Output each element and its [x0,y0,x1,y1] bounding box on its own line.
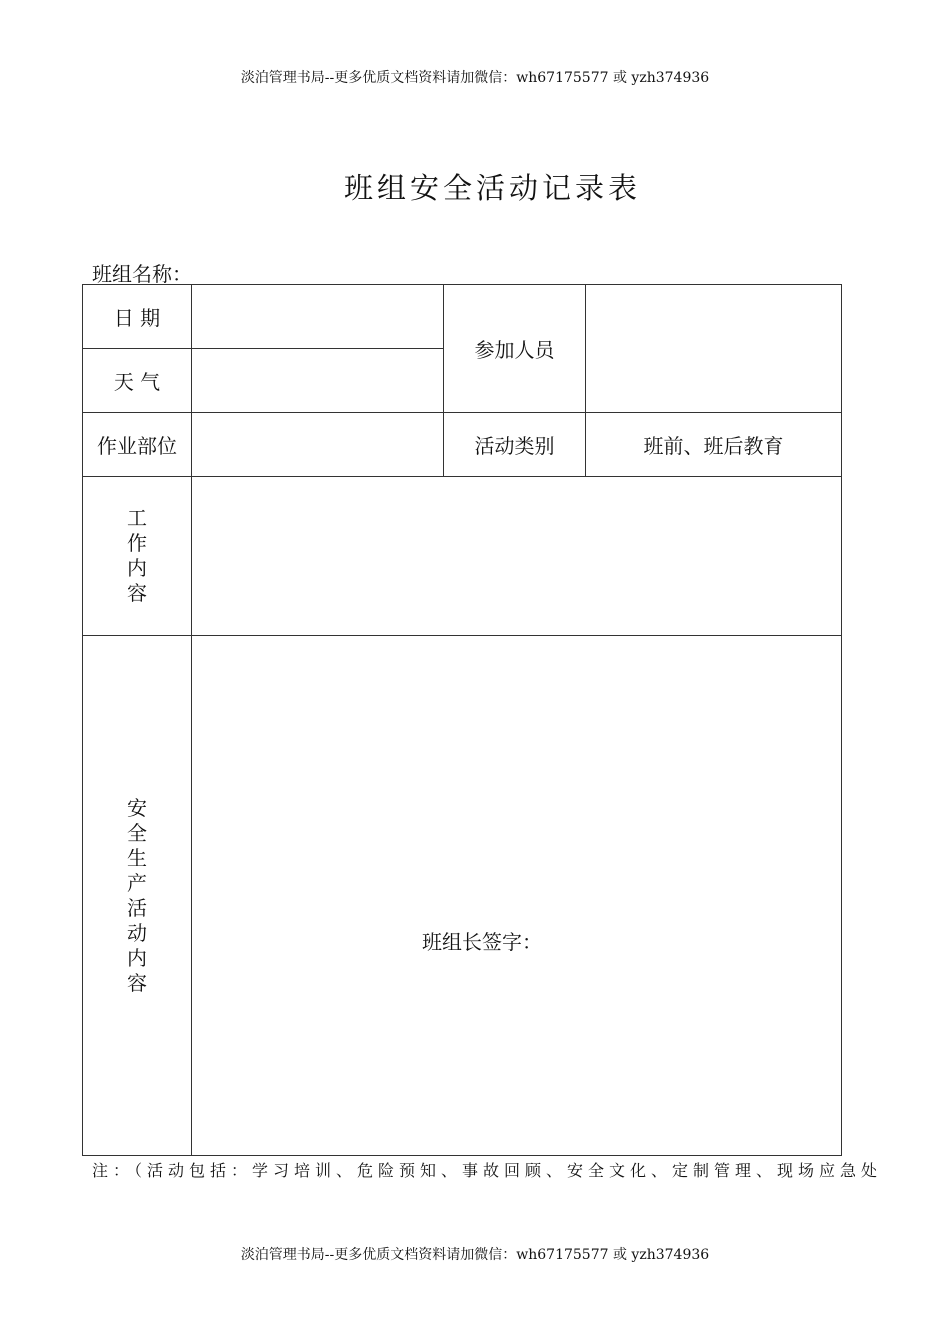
work-content-label: 工作内容 [127,506,147,605]
group-name-label: 班组名称： [92,262,192,286]
safety-content-label-cell [83,636,192,1156]
work-content-field[interactable] [192,477,842,636]
activity-type-label: 活动类别 [444,413,586,477]
page-footer: 淡泊管理书局--更多优质文档资料请加微信：wh67175577 或 yzh374936 [240,1247,710,1263]
activity-record-table [82,284,842,1156]
leader-signature-label: 班组长签字： [422,930,542,954]
participants-label: 参加人员 [444,285,586,413]
safety-content-field[interactable] [192,636,842,1156]
weather-label: 天 气 [83,349,192,413]
document-title: 班组安全活动记录表 [343,171,641,205]
activity-type-value: 班前、班后教育 [586,413,842,477]
page-header: 淡泊管理书局--更多优质文档资料请加微信：wh67175577 或 yzh374936 [240,70,710,86]
date-field[interactable] [192,285,444,349]
date-label: 日 期 [83,285,192,349]
activity-note: 注：（活动包括：学习培训、危险预知、事故回顾、安全文化、定制管理、现场应急处 [92,1161,883,1180]
work-location-label: 作业部位 [83,413,192,477]
safety-content-label: 安全生产活动内容 [127,795,147,995]
work-content-label-cell [83,477,192,636]
participants-field[interactable] [586,285,842,413]
weather-field[interactable] [192,349,444,413]
work-location-field[interactable] [192,413,444,477]
